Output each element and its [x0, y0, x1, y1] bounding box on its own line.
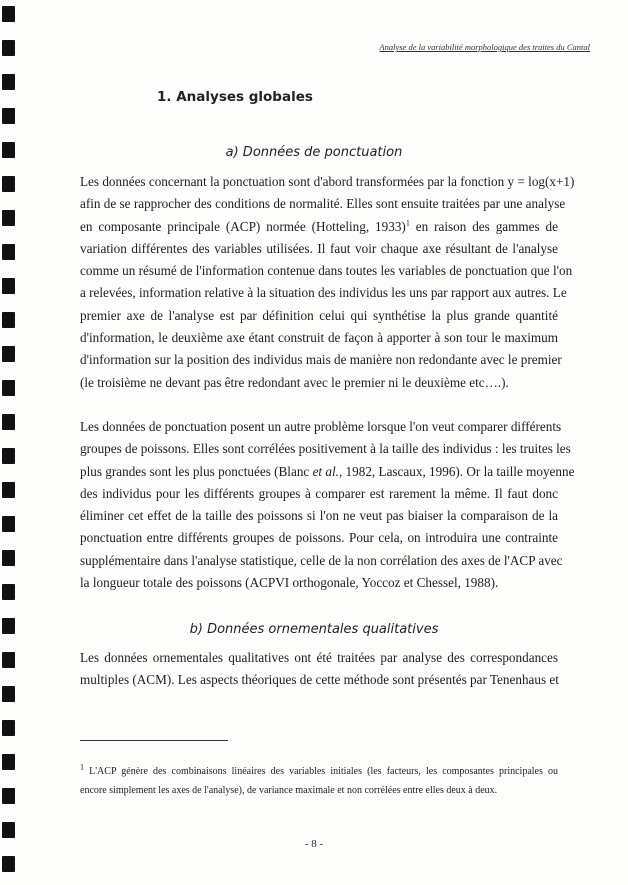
subsection-a-title: a) Données de ponctuation [225, 145, 403, 160]
text-line: supplémentaire dans l'analyse statistique, celle de la non corrélation des axes de l'ACP avec [80, 552, 563, 568]
text-line: d'information sur la position des individus mais de manière non redondante avec le premier [80, 352, 562, 368]
paragraph-ponctuation-2 [80, 416, 575, 594]
text-line: d'information, le deuxième axe étant construit de façon à apporter à son tour le maximum [80, 330, 558, 346]
text-line: (le troisième ne devant pas être redondant avec le premier ni le deuxième etc….). [80, 374, 509, 390]
paragraph-ponctuation-1 [80, 171, 575, 394]
paragraph-ornementales [80, 647, 558, 692]
text-line: la longueur totale des poissons (ACPVI orthogonale, Yoccoz et Chessel, 1988). [80, 575, 499, 591]
footnote [80, 762, 558, 800]
section-title: 1. Analyses globales [157, 89, 313, 105]
text-line: des individus pour les différents groupes à comparer est rarement la même. Il faut donc [80, 485, 558, 501]
text-line: Les données concernant la ponctuation sont d'abord transformées par la fonction y = log(x+1) [80, 174, 575, 189]
text-line: en composante principale (ACP) normée (Hotteling, 1933)$^1$ en raison des gammes de [80, 218, 558, 234]
footnote-separator [80, 740, 228, 741]
subsection-b-title: b) Données ornementales qualitatives [189, 622, 439, 637]
text-line: éliminer cet effet de la taille des poissons si l'on ne veut pas biaiser la comparaison de la [80, 508, 558, 524]
text-line: groupes de poissons. Elles sont corrélées positivement à la taille des individus : les truites les [80, 441, 571, 457]
text-line: variation différentes des variables utilisées. Il faut voir chaque axe résultant de l'analyse [80, 240, 558, 256]
text-line: comme un résumé de l'information contenue dans toutes les variables de ponctuation que l'on [80, 263, 573, 279]
text-line: Les données de ponctuation posent un autre problème lorsque l'on veut comparer différents [80, 419, 562, 434]
binding-strip [0, 0, 22, 885]
text-line: multiples (ACM). Les aspects théoriques de cette méthode sont présentés par Tenenhaus et [80, 672, 559, 688]
text-line: premier axe de l'analyse est par définition celui qui synthétise la plus grande quantité [80, 307, 558, 323]
footnote-number: 1 [80, 762, 84, 772]
text-line: plus grandes sont les plus ponctuées (Blanc et al., 1982, Lascaux, 1996). Or la taille moyenne [80, 463, 575, 479]
text-line: Les données ornementales qualitatives ont été traitées par analyse des correspondances [80, 650, 558, 665]
footnote-line: $^1$ L'ACP génère des combinaisons linéaires des variables initiales (les facteurs, les composantes principales ou [80, 762, 559, 777]
text-line: a relevées, information relative à la situation des individus les uns par rapport aux autres. Le [80, 285, 567, 301]
text-line: ponctuation entre différents groupes de poissons. Pour cela, on introduira une contrainte [80, 530, 558, 546]
page-number: - 8 - [304, 838, 324, 850]
footnote-line: encore simplement les axes de l'analyse), de variance maximale et non corrélées entre elles deux à deux. [80, 785, 498, 796]
text-line: afin de se rapprocher des conditions de normalité. Elles sont ensuite traitées par une analyse [80, 196, 566, 212]
footnote-marker: 1 [405, 218, 410, 228]
running-header: Analyse de la variabilité morphologique des truites du Cantal [379, 42, 590, 52]
